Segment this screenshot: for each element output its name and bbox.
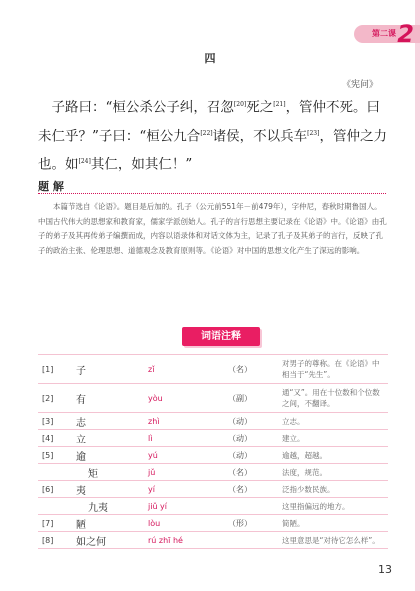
vocab-pinyin: yú <box>146 447 218 464</box>
passage-text: ，管仲之力也。如 <box>38 128 387 173</box>
vocab-pos: （动） <box>218 413 280 430</box>
vocab-num <box>38 498 74 515</box>
vocab-row <box>38 464 388 481</box>
source-citation: 《宪问》 <box>341 80 378 90</box>
vocab-num: [3] <box>38 413 74 430</box>
vocab-pinyin: jiǔ yí <box>146 498 218 515</box>
page-edge-bar <box>415 0 420 591</box>
vocab-pos: （副） <box>218 384 280 413</box>
vocab-banner <box>182 327 260 346</box>
vocab-pinyin: jǔ <box>146 464 218 481</box>
vocab-word: 陋 <box>74 515 146 532</box>
vocab-pos: （形） <box>218 515 280 532</box>
vocab-word: 子 <box>74 355 146 384</box>
tijie-body <box>38 200 388 258</box>
passage-text: ，管仲不死。曰未仁乎？”子曰：“桓公九合 <box>38 99 381 144</box>
note-ref-20[interactable]: [20] <box>233 101 247 108</box>
vocab-def: 通“又”。用在十位数和个位数之间，不翻译。 <box>280 384 388 413</box>
vocab-row <box>38 447 388 464</box>
vocab-pinyin: yí <box>146 481 218 498</box>
lesson-tag <box>350 22 420 48</box>
vocab-num: [5] <box>38 447 74 464</box>
vocab-pinyin: rú zhī hé <box>146 532 218 549</box>
vocab-num: [8] <box>38 532 74 549</box>
vocab-pinyin: zhì <box>146 413 218 430</box>
vocab-table <box>38 354 388 549</box>
vocab-num: [6] <box>38 481 74 498</box>
lesson-label: 第二课 <box>372 29 396 38</box>
vocab-row <box>38 430 388 447</box>
vocab-pinyin: yòu <box>146 384 218 413</box>
vocab-pos <box>218 498 280 515</box>
vocab-num: [2] <box>38 384 74 413</box>
vocab-def: 建立。 <box>280 430 388 447</box>
vocab-pinyin: lì <box>146 430 218 447</box>
vocab-row <box>38 532 388 549</box>
vocab-title: 词语注释 <box>201 331 241 342</box>
page-number: 13 <box>378 563 392 576</box>
vocab-def: 简陋。 <box>280 515 388 532</box>
vocab-pos: （名） <box>218 481 280 498</box>
tijie-paragraph: 本篇节选自《论语》。题目是后加的。孔子（公元前551年－前479年），字仲尼，春秋时期鲁国人。中国古代伟大的思想家和教育家，儒家学派创始人。孔子的言行思想主要记录在《论语》中。《论语》由孔子的弟子及其再传弟子编撰而成，内容以语录体和对话文体为主，记录了孔子及其弟子的言行，反映了孔子的政治主张、伦理思想、道德观念及教育原则等。《论语》对中国的思想文化产生了深远的影响。 <box>38 202 387 255</box>
vocab-row <box>38 481 388 498</box>
note-ref-21[interactable]: [21] <box>273 101 286 108</box>
vocab-def: 这里意思是“对待它怎么样”。 <box>280 532 388 549</box>
vocab-row <box>38 355 388 384</box>
vocab-def: 这里指偏远的地方。 <box>280 498 388 515</box>
passage-text: 其仁，如其仁！” <box>90 156 193 173</box>
passage-text: 子路曰：“桓公杀公子纠，召忽 <box>51 99 234 116</box>
vocab-word: 夷 <box>74 481 146 498</box>
passage-paragraph <box>38 92 388 178</box>
vocab-word: 如之何 <box>74 532 146 549</box>
vocab-def: 泛指少数民族。 <box>280 481 388 498</box>
vocab-pos <box>218 532 280 549</box>
lesson-number: 2 <box>397 20 414 48</box>
vocab-def: 对男子的尊称。在《论语》中相当于“先生”。 <box>280 355 388 384</box>
note-ref-23[interactable]: [23] <box>307 129 320 137</box>
classical-passage <box>38 92 388 178</box>
vocab-row <box>38 413 388 430</box>
vocab-def: 立志。 <box>280 413 388 430</box>
vocab-row <box>38 515 388 532</box>
vocab-num: [1] <box>38 355 74 384</box>
vocab-pos: （动） <box>218 430 280 447</box>
vocab-num: [4] <box>38 430 74 447</box>
vocab-word: 逾 <box>74 447 146 464</box>
vocab-pos: （动） <box>218 447 280 464</box>
vocab-pinyin: zǐ <box>146 355 218 384</box>
vocab-num: [7] <box>38 515 74 532</box>
note-ref-22[interactable]: [22] <box>200 129 213 137</box>
vocab-pos: （名） <box>218 355 280 384</box>
dotted-divider <box>38 193 386 194</box>
passage-text: 死之 <box>246 99 274 116</box>
section-title: 四 <box>204 52 216 65</box>
vocab-num <box>38 464 74 481</box>
vocab-word: 立 <box>74 430 146 447</box>
vocab-def: 逾越，超越。 <box>280 447 388 464</box>
vocab-word: 矩 <box>74 464 146 481</box>
vocab-row <box>38 498 388 515</box>
vocab-pinyin: lòu <box>146 515 218 532</box>
vocab-word: 志 <box>74 413 146 430</box>
passage-text: 诸侯，不以兵车 <box>212 128 308 144</box>
note-ref-24[interactable]: [24] <box>78 158 91 165</box>
vocab-pos: （名） <box>218 464 280 481</box>
vocab-def: 法度，规范。 <box>280 464 388 481</box>
vocab-row <box>38 384 388 413</box>
vocab-word: 九夷 <box>74 498 146 515</box>
vocab-word: 有 <box>74 384 146 413</box>
tijie-heading: 题 解 <box>38 180 64 193</box>
